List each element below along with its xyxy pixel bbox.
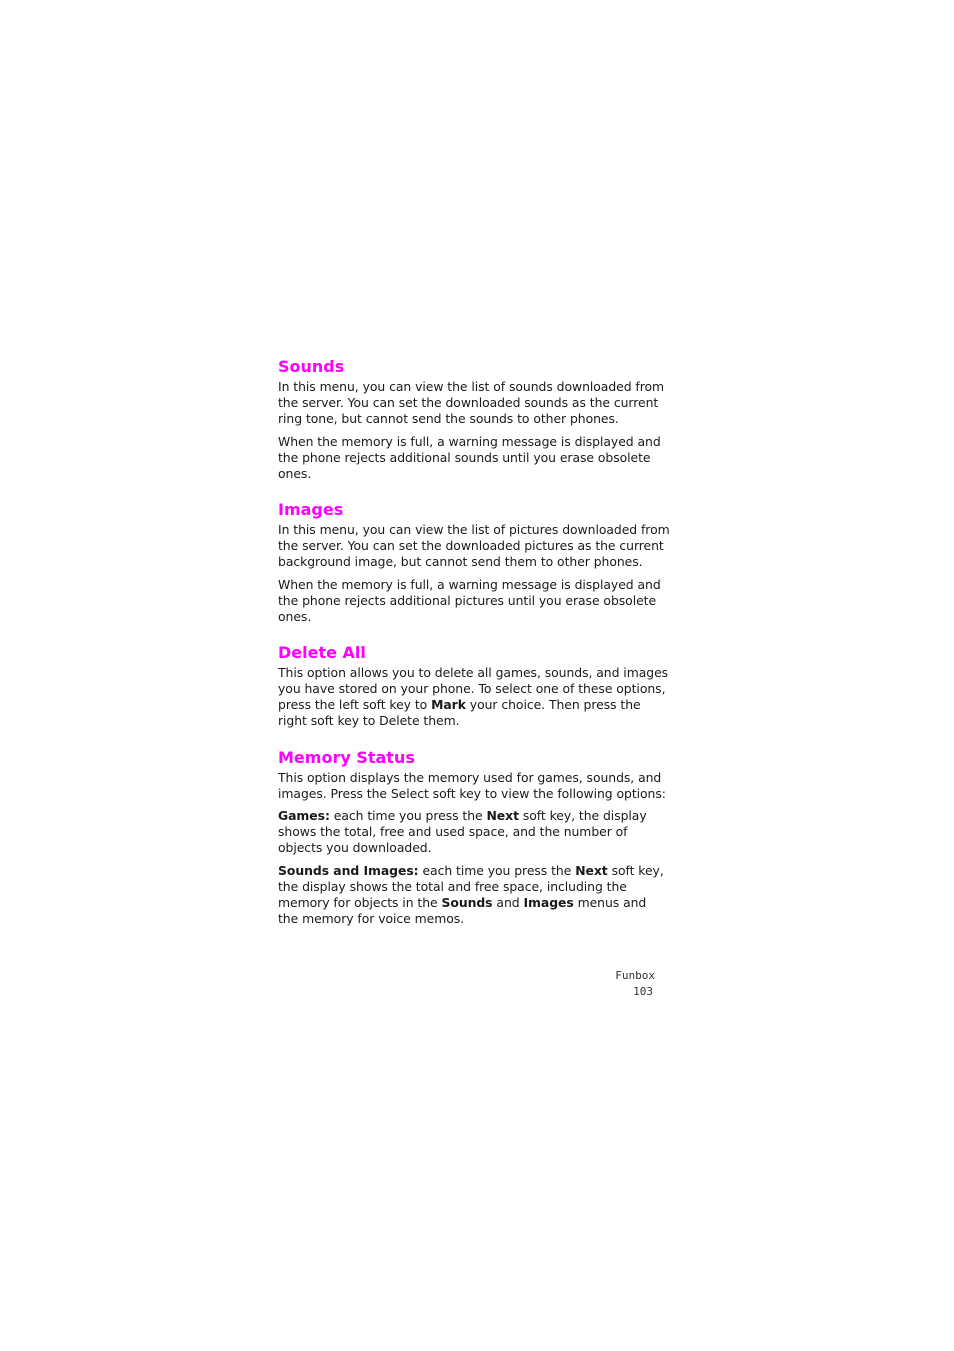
games-text-1: each time you press the: [329, 808, 487, 824]
images-keyword: Images: [523, 895, 574, 911]
page-footer: [560, 968, 655, 1000]
sounds-images-text-3: and: [492, 895, 524, 911]
sounds-images-text-1: each time you press the: [418, 862, 576, 878]
footer-chapter-title: Funbox: [615, 969, 655, 982]
section-heading-sounds: Sounds: [278, 357, 345, 376]
mark-keyword: Mark: [431, 697, 466, 713]
sounds-and-images-label: Sounds and Images:: [278, 862, 419, 878]
delete-all-paragraph: [278, 665, 670, 729]
memory-status-games: [278, 808, 670, 856]
games-label: Games:: [278, 808, 330, 824]
section-memory-status: [278, 747, 670, 928]
sounds-paragraph-2: When the memory is full, a warning message is displayed and the phone rejects additional sounds until you erase obsolete ones.: [278, 433, 661, 481]
images-paragraph-1: In this menu, you can view the list of pictures downloaded from the server. You can set the downloaded pictures as the current background image, but cannot send them to other phones.: [278, 522, 670, 570]
memory-status-sounds-images: [278, 863, 670, 927]
section-heading-images: Images: [278, 500, 344, 520]
memory-status-intro: This option displays the memory used for games, sounds, and images. Press the Select soft key to view the following options:: [278, 769, 666, 801]
sounds-keyword: Sounds: [441, 895, 493, 911]
delete-all-text-after: your choice. Then press the right soft key to Delete them.: [278, 697, 641, 729]
next-keyword: Next: [575, 862, 608, 878]
section-images: [278, 499, 670, 625]
games-text-2: soft key, the display shows the total, free and used space, and the number of objects you downloaded.: [278, 808, 647, 856]
page-content: [278, 356, 670, 944]
section-sounds: [278, 356, 670, 482]
section-heading-delete-all: Delete All: [278, 643, 366, 663]
sounds-images-text-4: menus and the memory for voice memos.: [278, 895, 647, 927]
sounds-images-text-2: soft key, the display shows the total and free space, including the memory for objects in the: [278, 862, 664, 911]
delete-all-text-before: This option allows you to delete all games, sounds, and images you have stored on your phone. To select one of these options, press the left soft key to: [278, 665, 669, 713]
images-paragraph-2: When the memory is full, a warning message is displayed and the phone rejects additional pictures until you erase obsolete ones.: [278, 576, 661, 625]
next-keyword: Next: [486, 808, 519, 824]
section-delete-all: [278, 642, 670, 729]
page-number: 103: [633, 985, 653, 998]
sounds-paragraph-1: In this menu, you can view the list of sounds downloaded from the server. You can set the downloaded sounds as the current ring tone, but cannot send the sounds to other phones.: [278, 379, 665, 427]
section-heading-memory-status: Memory Status: [278, 747, 415, 767]
